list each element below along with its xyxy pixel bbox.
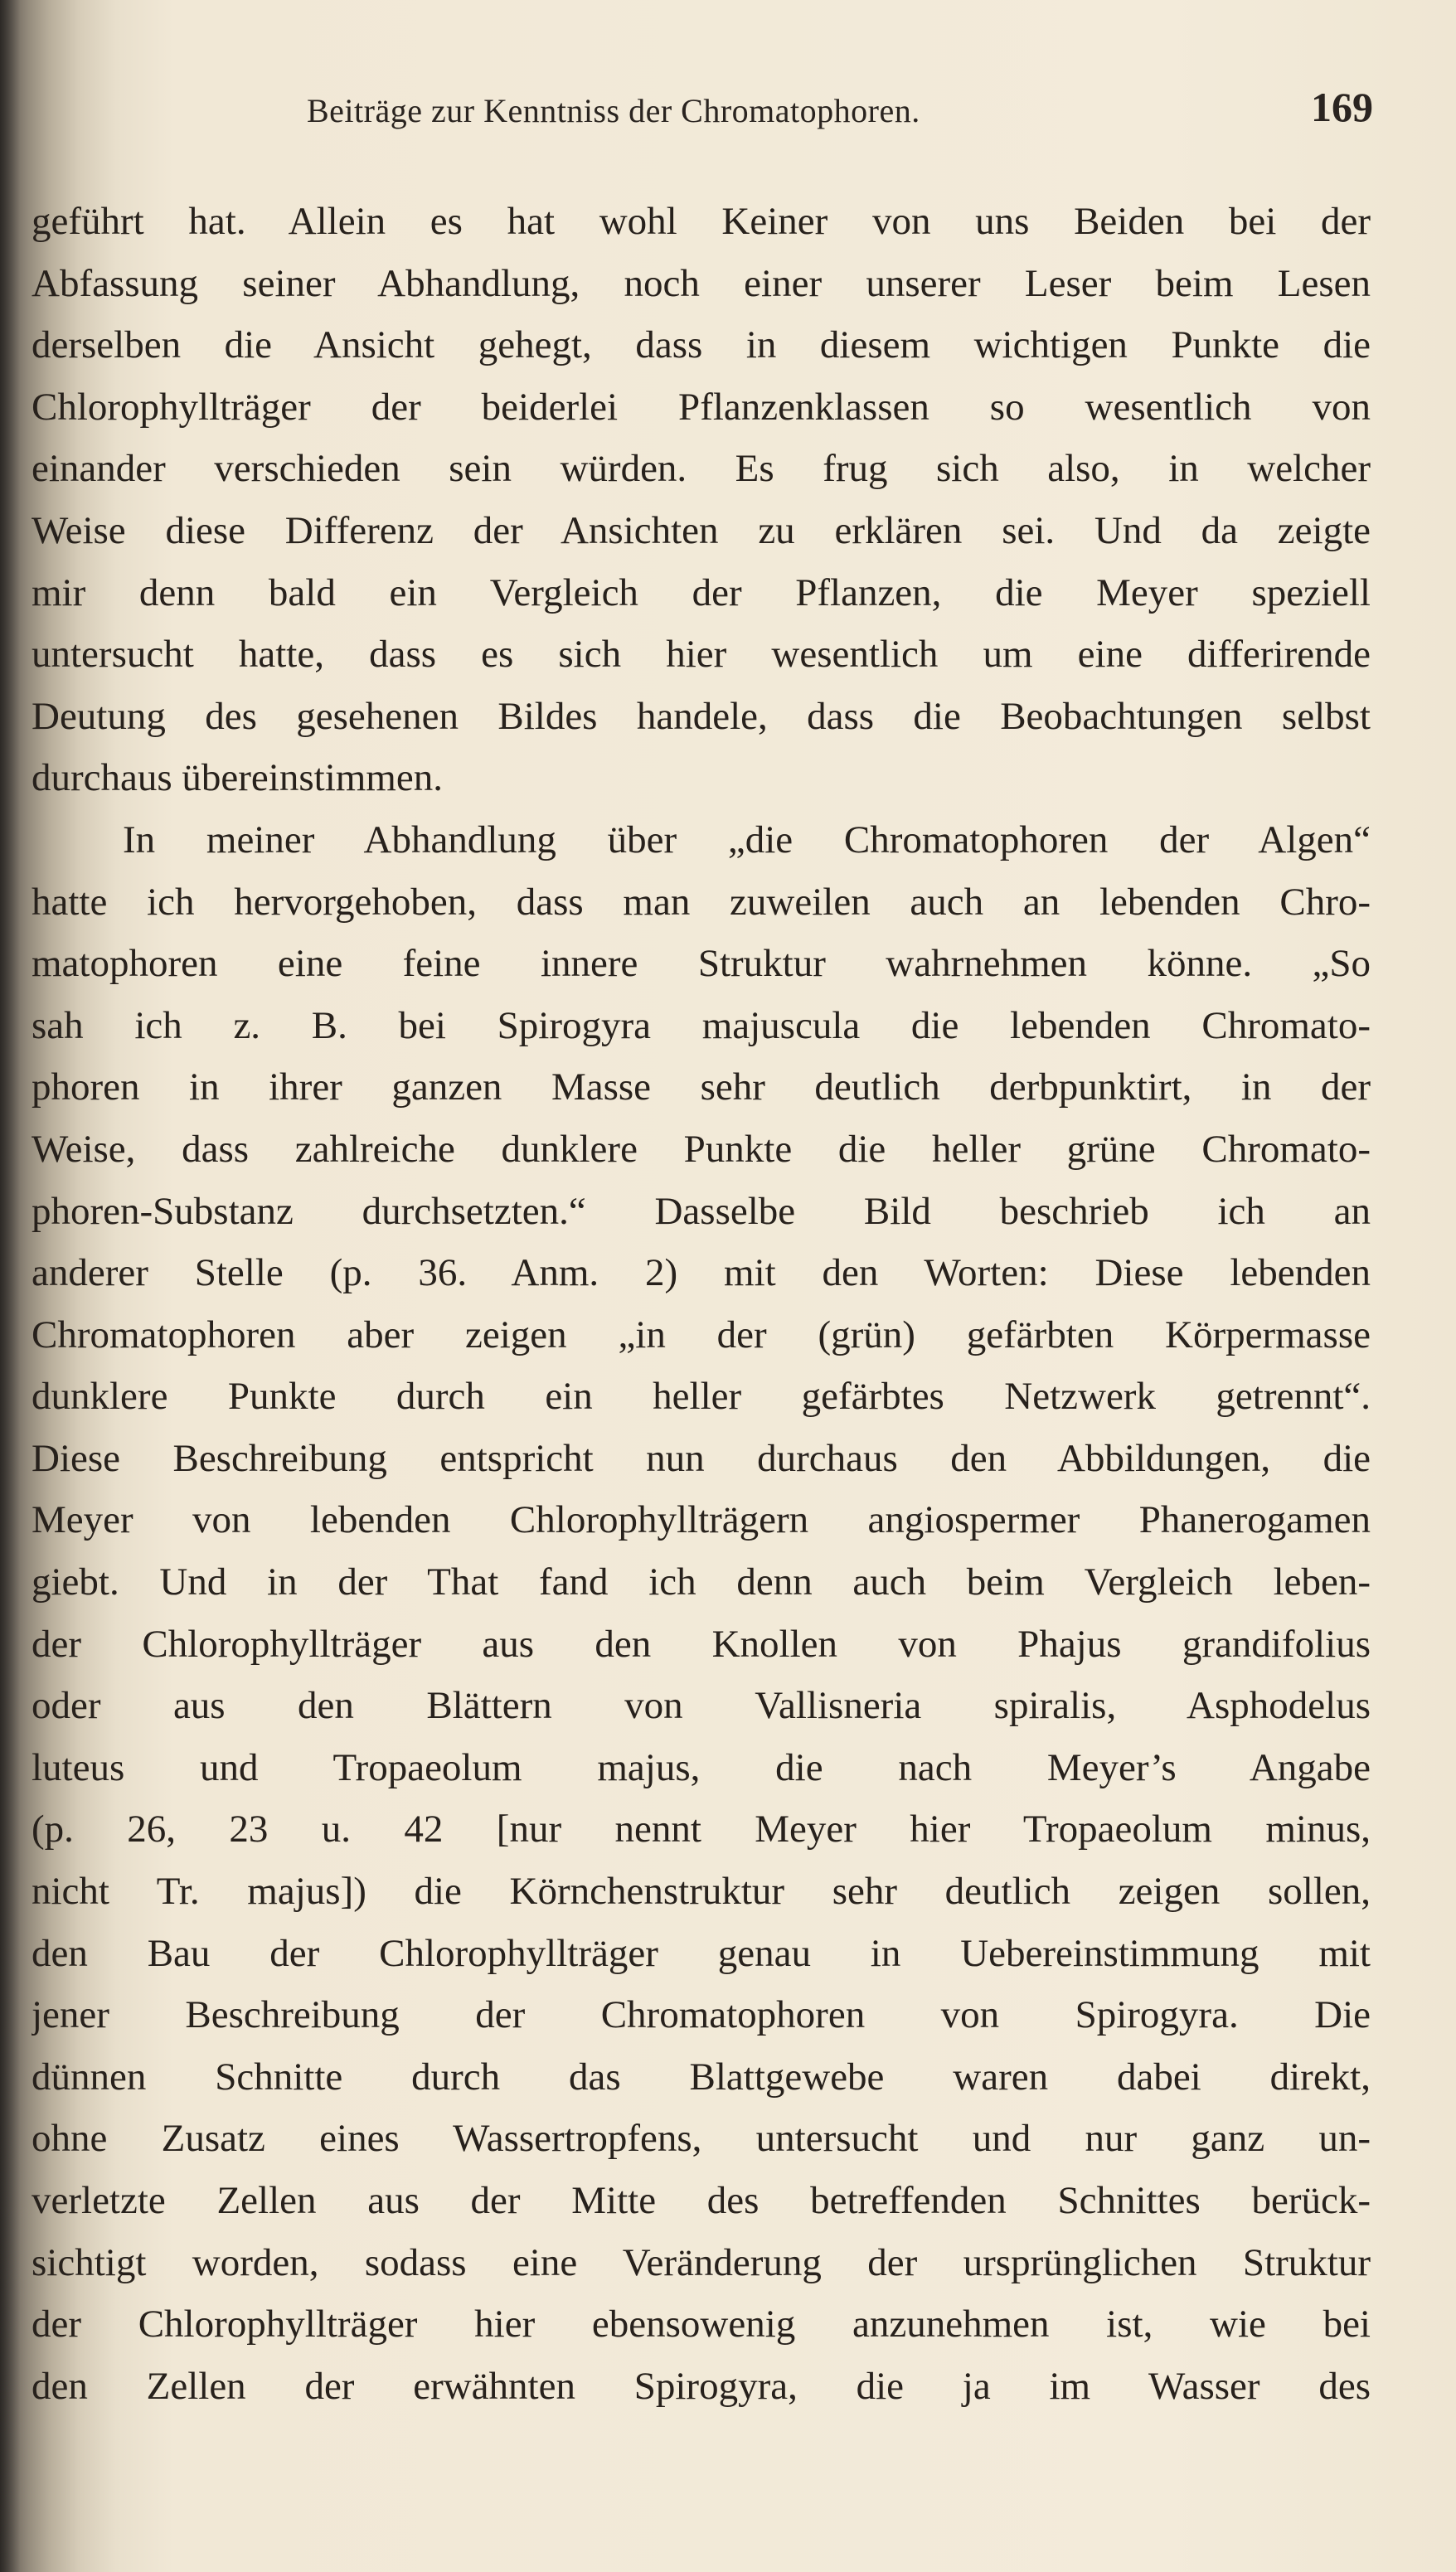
text-line: ohne Zusatz eines Wassertropfens, untersucht und nur ganz un- bbox=[32, 2117, 1371, 2161]
text-line: luteus und Tropaeolum majus, die nach Meyer’s Angabe bbox=[32, 1745, 1371, 1789]
text-line: durchaus übereinstimmen. bbox=[32, 756, 443, 800]
text-line: den Zellen der erwähnten Spirogyra, die ja im Wasser des bbox=[32, 2364, 1371, 2408]
text-line: Chromatophoren aber zeigen „in der (grün) gefärbten Körpermasse bbox=[32, 1313, 1371, 1356]
running-head bbox=[307, 76, 1373, 134]
text-line: giebt. Und in der That fand ich denn auch beim Vergleich leben- bbox=[32, 1560, 1371, 1604]
text-line: einander verschieden sein würden. Es frug sich also, in welcher bbox=[32, 447, 1371, 491]
text-line: Chlorophyllträger der beiderlei Pflanzenklassen so wesentlich von bbox=[32, 385, 1371, 429]
text-line: oder aus den Blättern von Vallisneria spiralis, Asphodelus bbox=[32, 1684, 1371, 1728]
text-line: phoren in ihrer ganzen Masse sehr deutlich derbpunktirt, in der bbox=[32, 1065, 1371, 1109]
text-line: anderer Stelle (p. 36. Anm. 2) mit den Worten: Diese lebenden bbox=[32, 1251, 1371, 1295]
text-line: Diese Beschreibung entspricht nun durchaus den Abbildungen, die bbox=[32, 1436, 1371, 1480]
text-line: untersucht hatte, dass es sich hier wesentlich um eine differirende bbox=[32, 633, 1371, 677]
running-title: Beiträge zur Kenntniss der Chromatophoren. bbox=[307, 92, 920, 129]
text-line: der Chlorophyllträger aus den Knollen von Phajus grandifolius bbox=[32, 1622, 1371, 1666]
text-line: Weise diese Differenz der Ansichten zu erklären sei. Und da zeigte bbox=[32, 508, 1371, 552]
text-line: phoren-Substanz durchsetzten.“ Dasselbe Bild beschrieb ich an bbox=[32, 1189, 1371, 1233]
text-line: nicht Tr. majus]) die Körnchenstruktur sehr deutlich zeigen sollen, bbox=[32, 1870, 1371, 1914]
text-line: Weise, dass zahlreiche dunklere Punkte die heller grüne Chromato- bbox=[32, 1127, 1371, 1171]
text-line: dunklere Punkte durch ein heller gefärbtes Netzwerk getrennt“. bbox=[32, 1375, 1371, 1419]
body-text bbox=[32, 191, 1371, 2417]
text-line: der Chlorophyllträger hier ebensowenig anzunehmen ist, wie bei bbox=[32, 2303, 1371, 2346]
text-line: sichtigt worden, sodass eine Veränderung der ursprünglichen Struktur bbox=[32, 2240, 1371, 2284]
text-line-paragraph-start: In meiner Abhandlung über „die Chromatophoren der Algen“ bbox=[123, 818, 1371, 861]
text-line: den Bau der Chlorophyllträger genau in Uebereinstimmung mit bbox=[32, 1931, 1371, 1975]
text-line: Abfassung seiner Abhandlung, noch einer unserer Leser beim Lesen bbox=[32, 261, 1371, 305]
text-line: matophoren eine feine innere Struktur wahrnehmen könne. „So bbox=[32, 942, 1371, 986]
text-line: Deutung des gesehenen Bildes handele, dass die Beobachtungen selbst bbox=[32, 694, 1371, 738]
text-line: (p. 26, 23 u. 42 [nur nennt Meyer hier Tropaeolum minus, bbox=[32, 1808, 1371, 1851]
text-line: sah ich z. B. bei Spirogyra majuscula die lebenden Chromato- bbox=[32, 1003, 1371, 1047]
text-line: hatte ich hervorgehoben, dass man zuweilen auch an lebenden Chro- bbox=[32, 880, 1371, 924]
text-line: mir denn bald ein Vergleich der Pflanzen, die Meyer speziell bbox=[32, 570, 1371, 614]
text-line: verletzte Zellen aus der Mitte des betreffenden Schnittes berück- bbox=[32, 2179, 1371, 2222]
text-line: Meyer von lebenden Chlorophyllträgern angiospermer Phanerogamen bbox=[32, 1498, 1371, 1542]
text-line: jener Beschreibung der Chromatophoren von Spirogyra. Die bbox=[32, 1993, 1371, 2037]
text-line: dünnen Schnitte durch das Blattgewebe waren dabei direkt, bbox=[32, 2055, 1371, 2099]
page-number: 169 bbox=[1311, 84, 1373, 130]
binding-shadow bbox=[0, 0, 20, 2572]
text-line: geführt hat. Allein es hat wohl Keiner von uns Beiden bei der bbox=[32, 200, 1371, 243]
text-line: derselben die Ansicht gehegt, dass in diesem wichtigen Punkte die bbox=[32, 323, 1371, 367]
